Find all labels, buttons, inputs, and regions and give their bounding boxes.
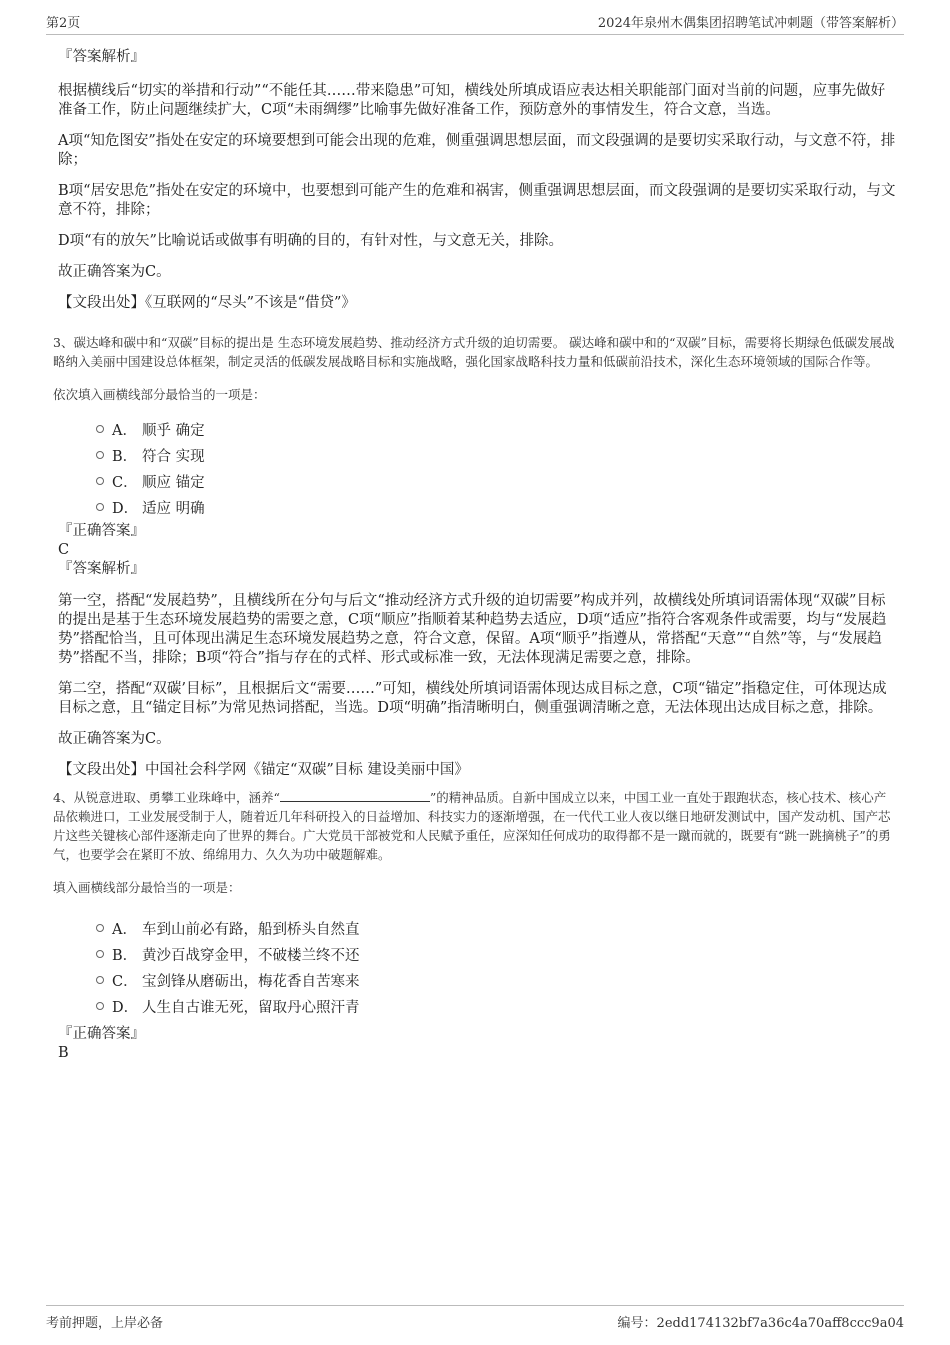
- q3-answer: C: [58, 542, 70, 558]
- q3-stem: 3、碳达峰和碳中和“双碳”目标的提出是 生态环境发展趋势、推动经济方式升级的迫切需要。 碳达峰和碳中和的“双碳”目标，需要将长期绿色低碳发展战略纳入美丽中国建设总体框架，制定灵活的低碳发展战略目标和实施战略，强化国家战略科技力量和低碳前沿技术，深化生态环境领域的国际合作等。: [53, 335, 895, 369]
- q3-analysis-label: 『答案解析』: [58, 561, 145, 577]
- q4-stem: [53, 788, 898, 864]
- document-code: 编号：2edd174132bf7a36c4a70aff8ccc9a04: [617, 1316, 904, 1331]
- q4-option-b[interactable]: B． 黄沙百战穿金甲，不破楼兰终不还: [96, 941, 898, 967]
- q4-instruction: 填入画横线部分最恰当的一项是：: [53, 880, 241, 895]
- q3-analysis-p1: 第一空，搭配“发展趋势”，且横线所在分句与后文“推动经济方式升级的迫切需要”构成并列，故横线处所填词语需体现“双碳”目标的提出是基于生态环境发展趋势的需要之意，C项“顺应”指顺着某种趋势去适应，D项“适应”指符合客观条件或需要，均与“发展趋势”搭配恰当，且可体现出满足生态环境发展趋势之意，符合文意，保留。A项“顺乎”指遵从，常搭配“天意”“自然”等，与“发展趋势”搭配不当，排除；B项“符合”指与存在的式样、形式或标准一致，无法体现满足需要之意，排除。: [58, 593, 887, 666]
- document-title: 2024年泉州木偶集团招聘笔试冲刺题（带答案解析）: [597, 16, 904, 31]
- page-header: [46, 12, 904, 35]
- radio-icon[interactable]: [96, 477, 104, 485]
- page-footer: [46, 1305, 904, 1331]
- radio-icon[interactable]: [96, 451, 104, 459]
- footer-slogan: 考前押题，上岸必备: [46, 1316, 164, 1331]
- q2-analysis-label: 『答案解析』: [58, 49, 145, 65]
- q2-analysis-p3: B项“居安思危”指处在安定的环境中，也要想到可能产生的危难和祸害，侧重强调思想层面，而文段强调的是要切实采取行动，与文意不符，排除；: [58, 183, 896, 218]
- q3-option-d[interactable]: D． 适应 明确: [96, 494, 898, 520]
- q3-conclusion: 故正确答案为C。: [58, 731, 171, 747]
- radio-icon[interactable]: [96, 924, 104, 932]
- q3-option-a[interactable]: A． 顺乎 确定: [96, 416, 898, 442]
- radio-icon[interactable]: [96, 976, 104, 984]
- q3-option-b[interactable]: B． 符合 实现: [96, 442, 898, 468]
- q4-option-a[interactable]: A． 车到山前必有路，船到桥头自然直: [96, 915, 898, 941]
- page-content: [53, 46, 898, 1063]
- radio-icon[interactable]: [96, 503, 104, 511]
- q2-analysis-p4: D项“有的放矢”比喻说话或做事有明确的目的，有针对性，与文意无关，排除。: [58, 233, 563, 249]
- q3-instruction: 依次填入画横线部分最恰当的一项是：: [53, 387, 266, 402]
- q4-stem-before: 4、从锐意进取、勇攀工业珠峰中，涵养“: [53, 790, 280, 805]
- radio-icon[interactable]: [96, 950, 104, 958]
- q2-analysis-p2: A项“知危图安”指处在安定的环境要想到可能会出现的危难，侧重强调思想层面，而文段强调的是要切实采取行动，与文意不符，排除；: [58, 133, 896, 168]
- q2-source: 【文段出处】《互联网的“尽头”不该是“借贷”》: [58, 295, 356, 311]
- q2-analysis-p1: 根据横线后“切实的举措和行动”“不能任其……带来隐患”可知，横线处所填成语应表达相关职能部门面对当前的问题，应事先做好准备工作，防止问题继续扩大，C项“未雨绸缪”比喻事先做好准备工作，预防意外的事情发生，符合文意，当选。: [58, 83, 886, 118]
- q4-options: [58, 915, 898, 1019]
- page-number: 第2页: [46, 16, 81, 31]
- q2-conclusion: 故正确答案为C。: [58, 264, 171, 280]
- radio-icon[interactable]: [96, 1002, 104, 1010]
- radio-icon[interactable]: [96, 425, 104, 433]
- q3-options: [58, 416, 898, 520]
- q3-answer-label: 『正确答案』: [58, 523, 145, 539]
- q4-option-c[interactable]: C． 宝剑锋从磨砺出，梅花香自苦寒来: [96, 967, 898, 993]
- q3-option-c[interactable]: C． 顺应 锚定: [96, 468, 898, 494]
- q3-analysis-p2: 第二空，搭配“双碳’目标”，且根据后文“需要……”可知，横线处所填词语需体现达成目标之意，C项“锚定”指稳定住，可体现达成目标之意，且“锚定目标”为常见热词搭配，当选。D项“明确”指清晰明白，侧重强调清晰之意，无法体现出达成目标之意，排除。: [58, 681, 887, 716]
- answer-blank: [280, 789, 430, 802]
- q4-answer: B: [58, 1045, 69, 1061]
- q4-option-d[interactable]: D． 人生自古谁无死，留取丹心照汗青: [96, 993, 898, 1019]
- q3-source: 【文段出处】中国社会科学网《锚定“双碳”目标 建设美丽中国》: [58, 762, 469, 778]
- q4-answer-label: 『正确答案』: [58, 1026, 145, 1042]
- q4-stem-after: ”的精神品质。自新中国成立以来，中国工业一直处于跟跑状态，核心技术、核心产品依赖进口，工业发展受制于人，随着近几年科研投入的日益增加、科技实力的逐渐增强，在一代代工业人夜以继日地研发测试中，国产发动机、国产芯片这些关键核心部件逐渐走向了世界的舞台。广大党员干部被党和人民赋予重任，应深知任何成功的取得都不是一蹴而就的，既要有“跳一跳摘桃子”的勇气，也要学会在紧盯不放、绵绵用力、久久为功中破题解难。: [53, 790, 891, 862]
